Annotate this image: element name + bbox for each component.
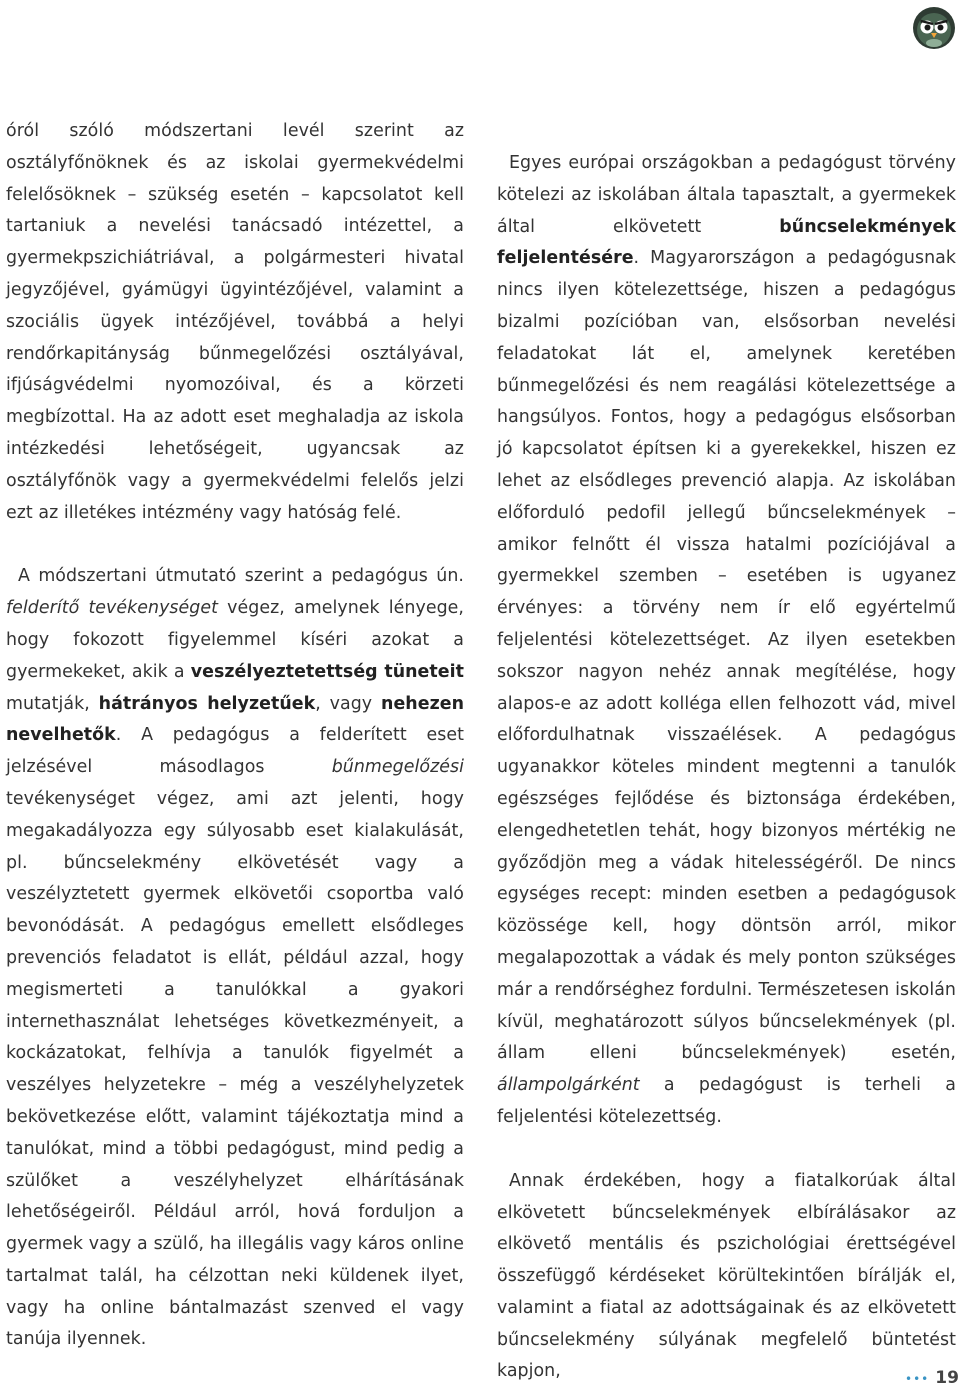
page-number: 19	[935, 1368, 959, 1388]
left-paragraph-1: óról szóló módszertani levél szerint az osztályfőnöknek és az iskolai gyermekvédelmi felelősöknek – szükség esetén – kapcsolatot kell tartaniuk a nevelési tanácsadó intézettel, a gyermekpszichiátriával, a polgármesteri hivatal jegyzőjével, gyámügyi ügyintézőjével, valamint a szociális ügyek intézőjével, továbbá a helyi rendőrkapitányság bűnmegelőzési osztályával, ifjúságvédelmi nyomozóival, és a körzeti megbízottal. Ha az adott eset meghaladja az iskola intézkedési lehetőségeit, ugyancsak az osztályfőnök vagy a gyermekvédelmi felelős jelzi ezt az illetékes intézmény vagy hatóság felé.	[6, 121, 464, 523]
right-column	[497, 148, 956, 1388]
italic-term: felderítő tevékenységet	[6, 598, 219, 619]
bold-term: hátrányos helyzetűek	[98, 693, 316, 714]
right-paragraph-2: Annak érdekében, hogy a fiatalkorúak által elkövetett bűncselekmények elbírálásakor az elkövető mentális és pszichológiai érettségével összefüggő kérdéseket körültekintően bírálják el, valamint a fiatal az adottságainak és az elkövetett bűncselekmény súlyának megfelelő büntetést kapjon,	[497, 1170, 956, 1382]
bold-term: bűncselekmények feljelentésére	[497, 216, 956, 269]
right-paragraph-1: Egyes európai országokban a pedagógust törvény kötelezi az iskolában általa tapasztalt, a gyermekek által elkövetett bűncselekmények feljelentésére. Magyarországon a pedagógusnak nincs ilyen kötelezettsége, hiszen a pedagógus bizalmi pozícióban van, elsősorban nevelési feladatokat lát el, amelynek keretében bűnmegelőzési és nem reagálási kötelezettsége a hangsúlyos. Fontos, hogy a pedagógus elsősorban jó kapcsolatot építsen ki a gyerekekkel, hiszen ez lehet az elsődleges prevenció alapja. Az iskolában előforduló pedofil jellegű bűncselekmények – amikor felnőtt él vissza hatalmi pozíciójával a gyermekkel szemben – esetében is ugyanez érvényes: a törvény nem ír elő egyértelmű feljelentési kötelezettséget. Az ilyen esetekben sokszor nagyon nehéz annak megítélése, hogy alapos-e az adott kolléga ellen felhozott vád, mivel előfordulhatnak visszaélések. A pedagógus ugyanakkor köteles mindent megtenni a tanulók egészséges fejlődése és biztonsága érdekében, elengedhetetlen tehát, hogy bizonyos mértékig ne győződjön meg a vádak hitelességéről. De nincs egységes recept: minden esetben a pedagógusok közössége kell, hogy döntsön arról, mikor megalapozottak a vádak és mely ponton szükséges már a rendőrséghez fordulni. Természetesen iskolán kívül, meghatározott súlyos bűncselekmények (pl. állam elleni bűncselekmények) esetén, állampolgárként a pedagógust is terheli a feljelentési kötelezettség.	[497, 153, 956, 1127]
left-column	[6, 116, 464, 1356]
footer-dots: •••	[905, 1371, 930, 1386]
page-footer	[905, 1370, 959, 1387]
bold-term: nehezen nevelhetők	[6, 693, 465, 746]
owl-mascot-icon	[912, 6, 956, 50]
bold-term: veszélyeztetettség tüneteit	[190, 661, 464, 682]
italic-term: bűnmegelőzési	[331, 757, 464, 778]
left-paragraph-2: A módszertani útmutató szerint a pedagógus ún. felderítő tevékenységet végez, amelynek lényege, hogy fokozott figyelemmel kíséri azokat a gyermekeket, akik a veszélyeztetettség tüneteit mutatják, hátrányos helyzetűek, vagy nehezen nevelhetők. A pedagógus a felderített eset jelzésével másodlagos bűnmegelőzési tevékenységet végez, ami azt jelenti, hogy megakadályozza egy súlyosabb eset kialakulását, pl. bűncselekmény elkövetését vagy a veszélyztetett gyermek elkövetői csoportba való bevonódását. A pedagógus emellett elsődleges prevenciós feladatot is ellát, például azzal, hogy megismerteti a tanulókkal a gyakori internethasználat lehetséges következményeit, a kockázatokat, felhívja a tanulók figyelmét a veszélyes helyzetekre – még a veszélyhelyzetek bekövetkezése előtt, valamint tájékoztatja mind a tanulókat, mind a többi pedagógust, mind pedig a szülőket a veszélyhelyzet elhárításának lehetőségeiről. Például arról, hová forduljon a gyermek vagy a szülő, ha illegális vagy káros online tartalmat talál, ha célzottan neki küldenek ilyet, vagy ha online bántalmazást szenved el vagy tanúja ilyennek.	[6, 566, 465, 1350]
italic-term: állampolgárként	[497, 1075, 640, 1096]
